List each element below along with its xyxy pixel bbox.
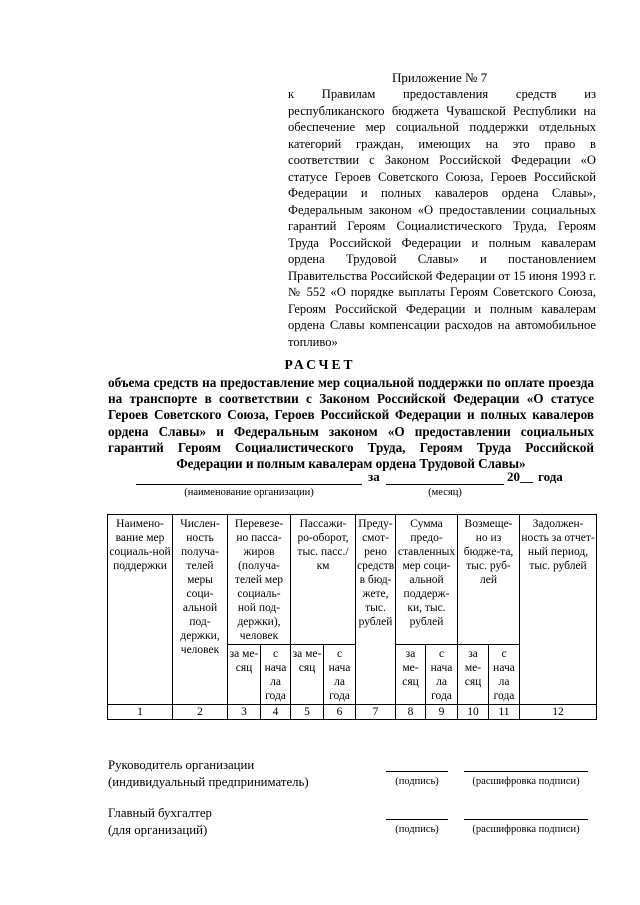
appendix-title: Приложение № 7 <box>392 70 488 85</box>
year-prefix: 20__ <box>507 469 533 484</box>
sub-year-start: с нача ла года <box>324 645 356 705</box>
year-word: года <box>538 469 563 484</box>
accountant-sublabel: (для организаций) <box>108 823 208 837</box>
header-budget: Преду-смот-рено средств в бюд-жете, тыс. рублей <box>356 515 396 705</box>
header-debt: Задолжен-ность за отчет-ный период, тыс. рублей <box>520 515 597 705</box>
header-reimbursed: Возмеще-но из бюдже-та, тыс. руб-лей <box>458 515 520 645</box>
column-number: 1 <box>108 705 173 720</box>
column-number: 2 <box>173 705 228 720</box>
sub-month: за ме-сяц <box>396 645 426 705</box>
document-subheading: объема средств на предоставление мер социальной поддержки по оплате проезда на транспорте в соответствии с Законом Российской Федерации «О статусе Героев Советского Союза, Героев Российской Федерации и полных кавалеров ордена Славы» и Федеральным законом «О предоставлении социальных гарантий Героям Социалистического Труда, Героям Труда Российской Федерации и полным кавалерам ордена Трудовой Славы» <box>108 375 594 472</box>
sub-month: за ме-сяц <box>458 645 489 705</box>
director-sublabel: (индивидуальный предприниматель) <box>108 775 309 789</box>
header-transported: Перевезе-но пасса-жиров (получа-телей мер социаль-ной под-держки), человек <box>228 515 291 645</box>
director-signature-line <box>386 771 448 772</box>
header-provided-sum: Сумма предо-ставленных мер соци-альной поддерж-ки, тыс. рублей <box>396 515 458 645</box>
accountant-decode-caption: (расшифровка подписи) <box>472 824 580 835</box>
appendix-text: к Правилам предоставления средств из республиканского бюджета Чувашской Республики на обеспечение мер социальной поддержки отдельных категорий граждан, имеющих на это право в соответствии с Законом Российской Федерации «О статусе Героев Советского Союза, Героев Российской Федерации и полных кавалеров ордена Славы», Федеральным законом «О предоставлении социальных гарантий Героям Социалистического Труда, Героям Труда Российской Федерации и полным кавалерам ордена Трудовой Славы» и постановлением Правительства Российской Федерации от 15 июня 1993 г. № 552 «О порядке выплаты Героям Советского Союза, Героям Российской Федерации и полным кавалерам ордена Славы компенсации расходов на автомобильное топливо» <box>288 87 596 349</box>
accountant-signature-line <box>386 819 448 820</box>
organization-line <box>136 484 362 485</box>
accountant-label: Главный бухгалтер <box>108 806 212 820</box>
column-number: 11 <box>489 705 520 720</box>
accountant-signature-caption: (подпись) <box>395 824 439 835</box>
director-decode-caption: (расшифровка подписи) <box>472 776 580 787</box>
column-number: 4 <box>261 705 291 720</box>
header-measure-name: Наимено-вание мер социаль-ной поддержки <box>108 515 173 705</box>
calculation-table <box>107 514 597 720</box>
column-number: 12 <box>520 705 597 720</box>
month-line <box>386 484 504 485</box>
column-number-row <box>108 705 597 720</box>
period-za: за <box>368 469 380 484</box>
column-number: 5 <box>291 705 324 720</box>
accountant-decode-line <box>464 819 588 820</box>
sub-year-start: с нача ла года <box>261 645 291 705</box>
column-number: 7 <box>356 705 396 720</box>
month-caption: (месяц) <box>428 487 462 498</box>
column-number: 8 <box>396 705 426 720</box>
sub-month: за ме-сяц <box>228 645 261 705</box>
director-decode-line <box>464 771 588 772</box>
sub-month: за ме-сяц <box>291 645 324 705</box>
column-number: 10 <box>458 705 489 720</box>
column-number: 6 <box>324 705 356 720</box>
sub-year-start: с нача ла года <box>426 645 458 705</box>
organization-caption: (наименование организации) <box>184 487 314 498</box>
header-turnover: Пассажи-ро-оборот, тыс. пасс./км <box>291 515 356 645</box>
column-number: 3 <box>228 705 261 720</box>
header-recipients: Числен-ность получа-телей меры соци-альной под-держки, человек <box>173 515 228 705</box>
column-number: 9 <box>426 705 458 720</box>
sub-year-start: с нача ла года <box>489 645 520 705</box>
director-label: Руководитель организации <box>108 758 255 772</box>
director-signature-caption: (подпись) <box>395 776 439 787</box>
document-heading: РАСЧЕТ <box>284 357 356 372</box>
